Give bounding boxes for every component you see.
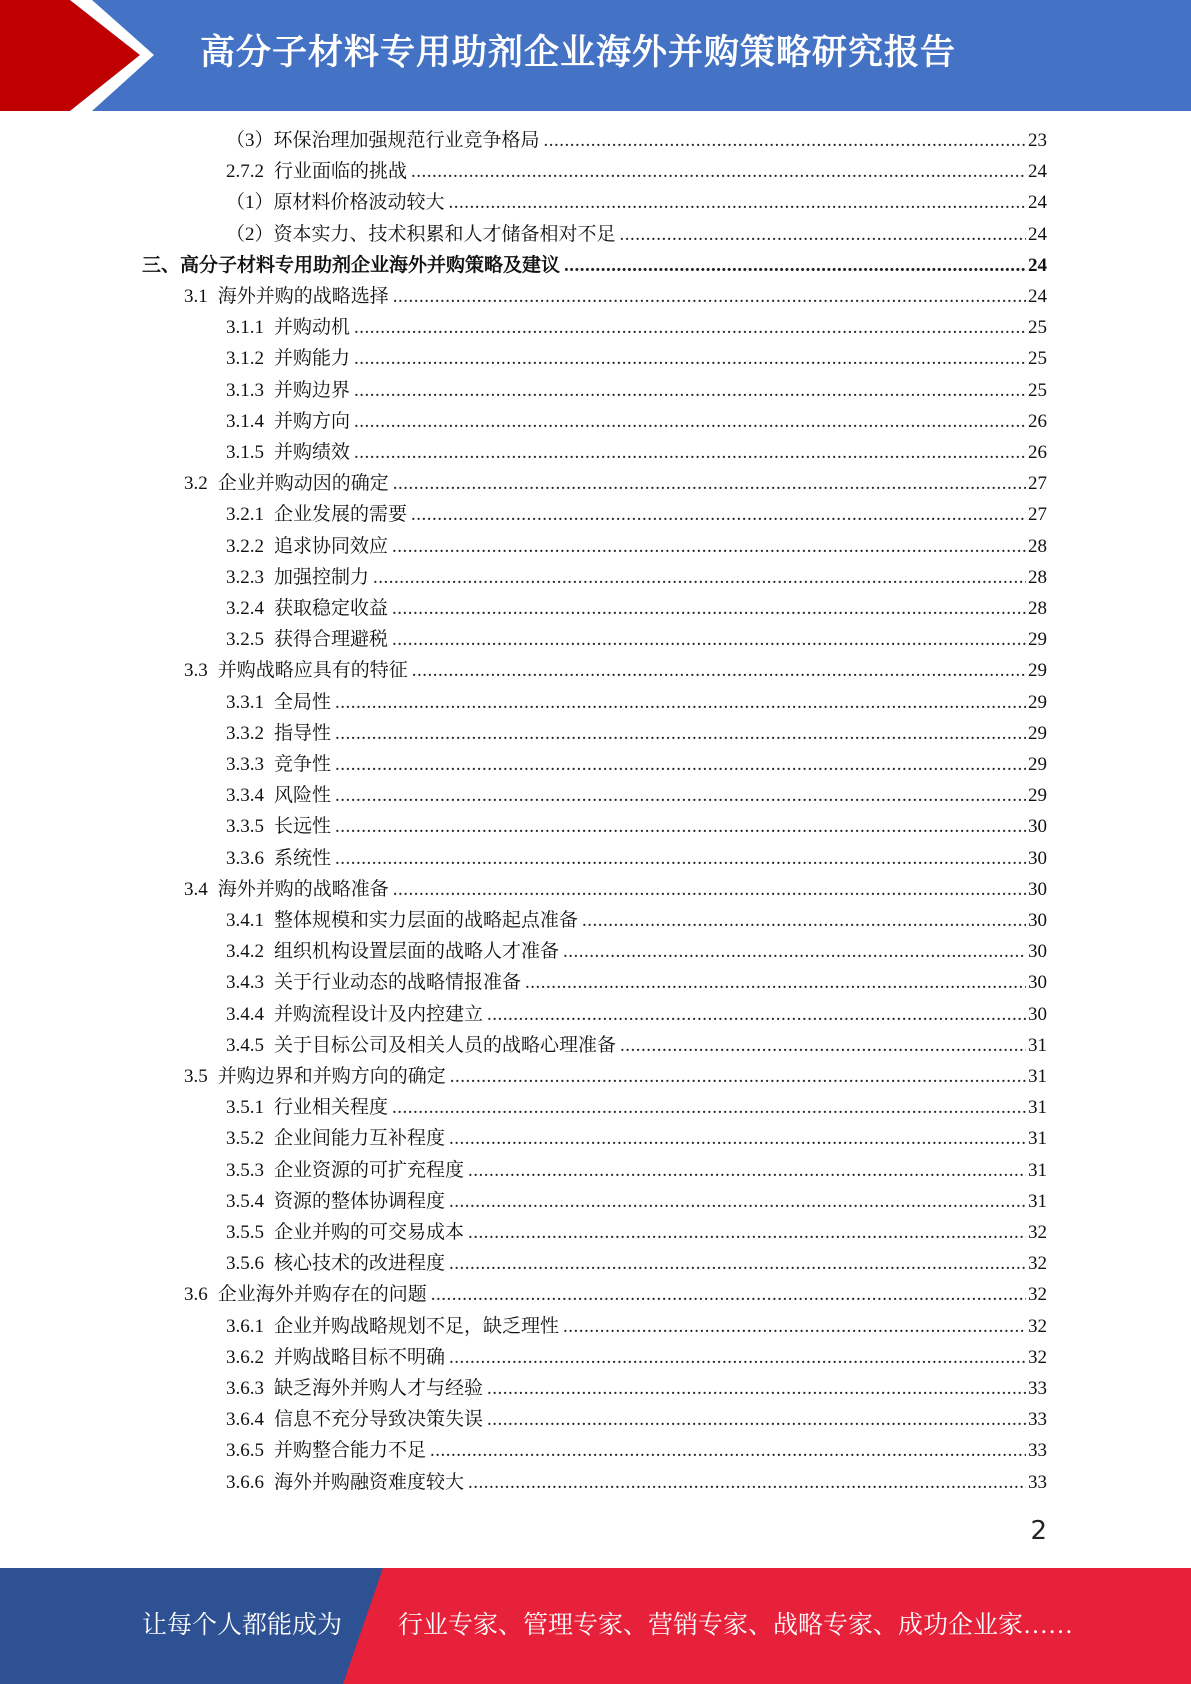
toc-leader-dots [335,843,1026,874]
toc-leader-dots [487,1373,1026,1404]
toc-page-number: 30 [1028,1003,1047,1025]
toc-section-title: 获取稳定收益 [274,598,389,619]
toc-section-title: 企业并购战略规划不足，缺乏理性 [274,1315,560,1337]
toc-section-number: 3.2 [184,473,208,495]
toc-section-number: 3.4.3 [226,972,264,994]
toc-section-title: 并购战略目标不明确 [274,1346,446,1368]
toc-page-number: 29 [1028,629,1047,651]
toc-entry[interactable] [226,811,1047,842]
toc-page-number: 32 [1028,1346,1047,1368]
toc-section-number: 3.1.5 [226,442,264,463]
toc-section-number: 3.3 [184,660,208,682]
toc-leader-dots [354,343,1026,374]
toc-section-title: 追求协同效应 [274,535,389,557]
toc-page-number: 30 [1028,910,1047,931]
toc-leader-dots [564,250,1026,281]
toc-entry[interactable] [184,655,1047,686]
toc-page-number: 31 [1028,1190,1047,1212]
toc-leader-dots [354,406,1026,437]
toc-section-title: （1）原材料价格波动较大 [226,192,445,214]
toc-leader-dots [449,187,1026,218]
toc-page-number: 26 [1028,442,1047,463]
toc-section-title: 资源的整体协调程度 [274,1190,446,1212]
toc-entry[interactable] [226,437,1047,468]
toc-section-number: 3.4.5 [226,1034,264,1056]
toc-leader-dots [582,905,1026,936]
toc-entry[interactable] [226,780,1047,811]
toc-section-number: 3.6.2 [226,1346,264,1368]
toc-section-title: 海外并购的战略准备 [217,878,389,900]
toc-section-title: 并购边界和并购方向的确定 [217,1066,446,1087]
toc-section-title: 关于目标公司及相关人员的战略心理准备 [274,1034,617,1056]
toc-section-number: 3.6 [184,1284,208,1306]
toc-section-number: 3.2.4 [226,598,264,619]
toc-entry[interactable] [226,624,1047,655]
toc-section-number: 3.6.3 [226,1378,264,1399]
toc-section-title: 并购动机 [274,317,351,339]
toc-entry[interactable] [226,1186,1047,1217]
toc-page-number: 31 [1028,1097,1047,1119]
toc-page-number: 33 [1028,1409,1047,1431]
toc-section-number: 3.3.6 [226,847,264,869]
toc-section-number: 3.4.2 [226,941,264,963]
toc-leader-dots [487,1404,1026,1435]
toc-section-title: 并购能力 [274,348,351,370]
toc-leader-dots [620,1030,1026,1061]
toc-section-number: 3.2.3 [226,566,264,588]
toc-entry[interactable] [226,905,1047,936]
toc-page-number: 29 [1028,691,1047,713]
toc-section-number: 3.3.4 [226,785,264,807]
toc-leader-dots [392,593,1026,624]
toc-leader-dots [335,718,1026,749]
toc-page-number: 30 [1028,847,1047,869]
toc-page-number: 32 [1028,1284,1047,1306]
toc-entry[interactable] [226,999,1047,1030]
toc-entry[interactable] [226,375,1047,406]
toc-leader-dots [335,780,1026,811]
toc-section-title: 企业间能力互补程度 [274,1128,446,1150]
toc-section-number: 3.6.6 [226,1471,264,1493]
toc-section-title: 海外并购融资难度较大 [274,1471,465,1493]
toc-section-title: 并购方向 [274,410,351,432]
toc-section-number: 3.1.3 [226,379,264,401]
toc-page-number: 27 [1028,473,1047,495]
toc-section-title: 系统性 [274,847,332,869]
toc-leader-dots [335,749,1026,780]
toc-entry[interactable] [226,1092,1047,1123]
toc-leader-dots [392,1092,1026,1123]
toc-page-number: 29 [1028,754,1047,775]
toc-section-title: 行业相关程度 [274,1097,389,1119]
toc-page-number: 28 [1028,535,1047,557]
toc-section-number: 3.2.2 [226,535,264,557]
toc-leader-dots [468,1155,1026,1186]
toc-section-number: 3.6.4 [226,1409,264,1431]
toc-leader-dots [430,1435,1026,1466]
page-number: 2 [1030,1516,1047,1546]
toc-leader-dots [563,936,1026,967]
toc-section-number: 3.5.1 [226,1097,264,1119]
toc-section-title: 获得合理避税 [274,629,389,651]
toc-leader-dots [431,1279,1026,1310]
toc-section-title: 海外并购的战略选择 [217,286,389,307]
toc-page-number: 25 [1028,379,1047,401]
toc-section-number: 3.5 [184,1066,208,1087]
toc-section-number: 3.2.1 [226,504,264,526]
toc-leader-dots [354,312,1026,343]
toc-section-title: 竞争性 [274,754,332,775]
toc-section-number: 3.4.4 [226,1003,264,1025]
toc-leader-dots [393,281,1026,312]
toc-section-title: 指导性 [274,722,332,744]
toc-entry[interactable] [226,687,1047,718]
toc-leader-dots [449,1123,1026,1154]
toc-leader-dots [449,1342,1026,1373]
toc-entry[interactable] [226,1030,1047,1061]
toc-section-number: 3.5.3 [226,1159,264,1181]
page-footer [0,1568,1191,1684]
toc-page-number: 29 [1028,722,1047,744]
toc-section-title: 风险性 [274,785,332,807]
toc-leader-dots [393,874,1026,905]
toc-section-title: 整体规模和实力层面的战略起点准备 [274,910,579,931]
toc-entry[interactable] [226,749,1047,780]
toc-section-title: 并购边界 [274,379,351,401]
toc-section-number: 3.6.1 [226,1315,264,1337]
toc-leader-dots [373,562,1026,593]
toc-section-title: 企业并购动因的确定 [217,473,389,495]
toc-page-number: 32 [1028,1315,1047,1337]
toc-page-number: 30 [1028,816,1047,838]
toc-entry[interactable] [184,874,1047,905]
toc-entry[interactable] [226,1342,1047,1373]
toc-page-number: 25 [1028,348,1047,370]
toc-section-title: 企业海外并购存在的问题 [217,1284,427,1306]
toc-section-number: 3.1.1 [226,317,264,339]
toc-section-number: 3.5.5 [226,1222,264,1243]
toc-section-title: （2）资本实力、技术积累和人才储备相对不足 [226,223,616,245]
toc-entry[interactable] [226,843,1047,874]
footer-slogan: 让每个人都能成为 [142,1612,343,1639]
toc-leader-dots [392,531,1026,562]
toc-entry[interactable] [226,1155,1047,1186]
toc-entry[interactable] [226,1373,1047,1404]
toc-page-number: 31 [1028,1066,1047,1087]
toc-leader-dots [335,811,1026,842]
toc-section-number: 3.1.2 [226,348,264,370]
toc-section-title: 组织机构设置层面的战略人才准备 [274,941,560,963]
toc-page-number: 33 [1028,1378,1047,1399]
toc-entry[interactable] [184,281,1047,312]
toc-entry[interactable] [226,936,1047,967]
toc-section-title: 企业并购的可交易成本 [274,1222,465,1243]
toc-page-number: 26 [1028,410,1047,432]
toc-entry[interactable] [226,1123,1047,1154]
toc-page-number: 30 [1028,941,1047,963]
toc-page-number: 24 [1028,161,1047,183]
toc-section-number: 3.4 [184,878,208,900]
toc-section-title: 关于行业动态的战略情报准备 [274,972,522,994]
toc-section-number: 3.5.4 [226,1190,264,1212]
toc-entry[interactable] [226,125,1047,156]
toc-section-number: 3.1 [184,286,208,307]
toc-entry[interactable] [226,406,1047,437]
toc-page-number: 24 [1028,286,1047,307]
toc-section-title: 全局性 [274,691,332,713]
toc-leader-dots [335,687,1026,718]
toc-leader-dots [487,999,1026,1030]
toc-section-title: 企业资源的可扩充程度 [274,1159,465,1181]
toc-leader-dots [411,499,1026,530]
toc-entry[interactable] [226,531,1047,562]
toc-page-number: 29 [1028,785,1047,807]
toc-entry[interactable] [226,312,1047,343]
toc-leader-dots [392,624,1026,655]
toc-section-number: 3.5.6 [226,1253,264,1275]
toc-leader-dots [393,468,1026,499]
toc-section-title: 企业发展的需要 [274,504,408,526]
toc-leader-dots [544,125,1026,156]
toc-section-number: 3.3.2 [226,722,264,744]
toc-section-title: 并购绩效 [274,442,351,463]
toc-entry[interactable] [226,718,1047,749]
toc-section-title: 并购流程设计及内控建立 [274,1003,484,1025]
toc-page-number: 30 [1028,878,1047,900]
toc-page-number: 31 [1028,1159,1047,1181]
toc-leader-dots [411,156,1026,187]
toc-page-number: 30 [1028,972,1047,994]
toc-page-number: 27 [1028,504,1047,526]
toc-section-title: 行业面临的挑战 [274,161,408,183]
toc-section-title: 加强控制力 [274,566,370,588]
toc-entry[interactable] [226,1311,1047,1342]
toc-page-number: 32 [1028,1253,1047,1275]
toc-section-title: 缺乏海外并购人才与经验 [274,1378,484,1399]
toc-section-number: 3.2.5 [226,629,264,651]
toc-leader-dots [449,1248,1026,1279]
toc-page-number: 33 [1028,1471,1047,1493]
toc-entry[interactable] [226,1435,1047,1466]
toc-page-number: 23 [1028,130,1047,151]
toc-leader-dots [412,655,1026,686]
toc-page-number: 24 [1028,223,1047,245]
toc-page-number: 31 [1028,1128,1047,1150]
toc-leader-dots [468,1467,1026,1498]
toc-leader-dots [450,1061,1026,1092]
toc-section-number: 3.4.1 [226,910,264,931]
toc-page-number: 32 [1028,1222,1047,1243]
toc-section-title: 三、高分子材料专用助剂企业海外并购策略及建议 [142,254,561,276]
toc-entry[interactable] [142,250,1047,281]
toc-section-title: 长远性 [274,816,332,838]
toc-page-number: 28 [1028,566,1047,588]
toc-entry[interactable] [226,1467,1047,1498]
toc-leader-dots [525,967,1026,998]
toc-section-number: 3.3.1 [226,691,264,713]
toc-entry[interactable] [226,156,1047,187]
toc-leader-dots [563,1311,1026,1342]
toc-leader-dots [354,437,1026,468]
footer-tagline: 行业专家、管理专家、营销专家、战略专家、成功企业家…… [398,1612,1074,1639]
toc-entry[interactable] [226,1404,1047,1435]
toc-section-title: （3）环保治理加强规范行业竞争格局 [226,130,540,151]
toc-entry[interactable] [226,967,1047,998]
toc-page-number: 29 [1028,660,1047,682]
toc-section-number: 3.3.3 [226,754,264,775]
toc-entry[interactable] [226,593,1047,624]
toc-entry[interactable] [184,1061,1047,1092]
toc-leader-dots [354,375,1026,406]
toc-section-title: 核心技术的改进程度 [274,1253,446,1275]
toc-entry[interactable] [226,187,1047,218]
toc-page-number: 24 [1028,192,1047,214]
toc-section-number: 3.1.4 [226,410,264,432]
toc-page-number: 24 [1028,254,1047,276]
toc-entry[interactable] [226,1248,1047,1279]
page-header [0,0,1191,111]
toc-leader-dots [449,1186,1026,1217]
toc-section-title: 并购战略应具有的特征 [217,660,408,682]
toc-section-number: 3.6.5 [226,1440,264,1462]
toc-section-title: 信息不充分导致决策失误 [274,1409,484,1431]
toc-entry[interactable] [226,343,1047,374]
toc-page-number: 25 [1028,317,1047,339]
toc-section-number: 3.3.5 [226,816,264,838]
toc-entry[interactable] [184,468,1047,499]
toc-page-number: 31 [1028,1034,1047,1056]
toc-section-number: 2.7.2 [226,161,264,183]
toc-entry[interactable] [226,499,1047,530]
toc-entry[interactable] [226,219,1047,250]
toc-page-number: 28 [1028,598,1047,619]
toc-leader-dots [620,219,1026,250]
toc-page-number: 33 [1028,1440,1047,1462]
toc-section-title: 并购整合能力不足 [274,1440,427,1462]
toc-entry[interactable] [184,1279,1047,1310]
toc-leader-dots [468,1217,1026,1248]
toc-entry[interactable] [226,1217,1047,1248]
toc-entry[interactable] [226,562,1047,593]
toc-section-number: 3.5.2 [226,1128,264,1150]
document-title: 高分子材料专用助剂企业海外并购策略研究报告 [200,33,957,73]
